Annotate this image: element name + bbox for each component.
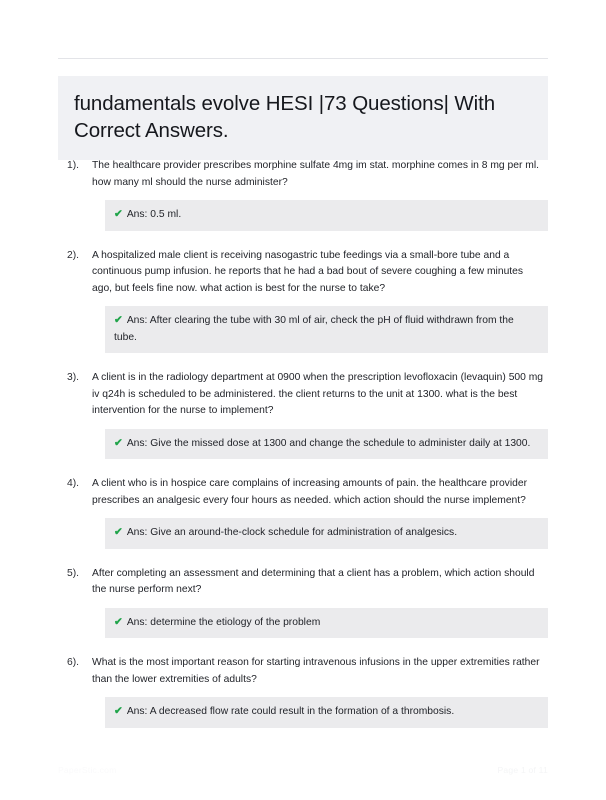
answer-text: Ans: determine the etiology of the problem [126,616,321,628]
question-item [58,655,548,728]
answer-box [105,518,548,549]
document-title-band [58,76,548,160]
check-icon: ✔ [114,705,123,717]
page-footer [58,765,548,775]
header-divider [58,58,548,59]
answer-text: Ans: Give the missed dose at 1300 and change the schedule to administer daily at 1300. [126,437,531,449]
answer-text: Ans: A decreased flow rate could result in the formation of a thrombosis. [126,706,455,717]
question-item [58,248,548,354]
question-item [58,370,548,459]
check-icon: ✔ [114,526,123,538]
page-title: fundamentals evolve HESI |73 Questions| With Correct Answers. [74,92,496,143]
page-number: Page 1 of 11 [497,765,548,775]
question-text: What is the most important reason for starting intravenous infusions in the upper extremities rather than the lower extremities of adults? [92,657,540,685]
check-icon: ✔ [114,615,123,628]
question-text: A client is in the radiology department at 0900 when the prescription levofloxacin (levaquin) 500 mg iv q24h is scheduled to be administered. the client returns to the unit at 1300. what is the best intervention for the nurse to implement? [92,372,544,416]
question-number: 6). [66,657,79,668]
question-number: 2). [66,249,79,261]
question-text: A hospitalized male client is receiving nasogastric tube feedings via a small-bore tube and a continuous pump infusion. he reports that he had a bad bout of severe coughing a few minutes ago, but feels fine now. what action is best for the nurse to take? [92,249,524,294]
question-number: 4). [66,478,79,489]
check-icon: ✔ [114,208,123,220]
check-icon: ✔ [114,314,123,326]
question-header [58,655,548,688]
answer-box [105,429,548,460]
question-number: 1). [66,160,79,171]
question-item [58,158,548,231]
question-item [58,476,548,549]
question-number: 5). [66,567,79,579]
question-header [58,566,548,599]
answer-box [105,200,548,231]
question-text: A client who is in hospice care complains of increasing amounts of pain. the healthcare provider prescribes an analgesic every four hours as needed. which action should the nurse implement? [92,478,527,506]
site-watermark: PaperStic.com [58,765,117,775]
answer-box [105,608,548,639]
question-header [58,248,548,298]
answer-text: Ans: 0.5 ml. [126,209,182,220]
question-header [58,370,548,420]
answer-text: Ans: After clearing the tube with 30 ml of air, check the pH of fluid withdrawn from the tube. [114,315,514,343]
question-item [58,566,548,639]
question-header [58,476,548,509]
check-icon: ✔ [114,436,123,449]
answer-box [105,306,548,353]
answer-box [105,697,548,728]
question-text: After completing an assessment and determining that a client has a problem, which action should the nurse perform next? [92,567,535,595]
question-header [58,158,548,191]
question-number: 3). [66,372,79,383]
question-list [58,158,548,745]
answer-text: Ans: Give an around-the-clock schedule for administration of analgesics. [126,527,458,538]
question-text: The healthcare provider prescribes morphine sulfate 4mg im stat. morphine comes in 8 mg per ml. how many ml should the nurse administer? [92,160,539,188]
